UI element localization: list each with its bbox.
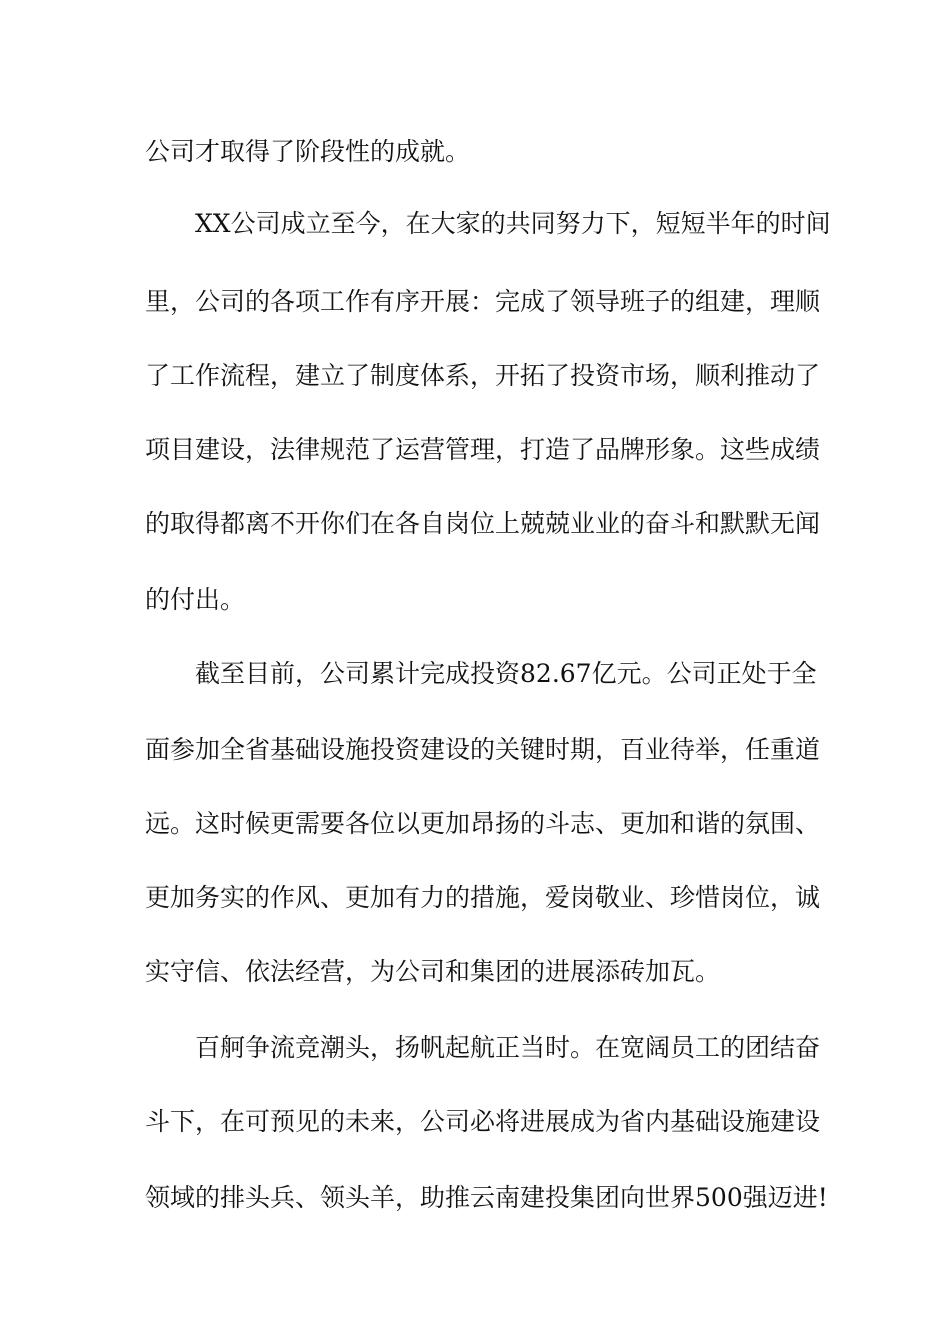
- text-line: 的取得都离不开你们在各自岗位上兢兢业业的奋斗和默默无闻: [145, 509, 821, 538]
- text-line: 的付出。: [145, 585, 246, 614]
- text-line: 实守信、依法经营，为公司和集团的进展添砖加瓦。: [145, 957, 721, 986]
- text-line: 截至目前，公司累计完成投资82.67亿元。公司正处于全: [195, 659, 817, 688]
- text-line: 公司才取得了阶段性的成就。: [145, 137, 471, 166]
- text-line: 了工作流程，建立了制度体系，开拓了投资市场，顺利推动了: [145, 361, 821, 390]
- text-line: 更加务实的作风、更加有力的措施，爱岗敬业、珍惜岗位，诚: [145, 883, 821, 912]
- text-line: 面参加全省基础设施投资建设的关键时期，百业待举，任重道: [145, 735, 821, 764]
- text-line: XX公司成立至今，在大家的共同努力下，短短半年的时间: [195, 209, 831, 238]
- text-line: 里，公司的各项工作有序开展：完成了领导班子的组建，理顺: [145, 287, 821, 316]
- text-line: 百舸争流竞潮头，扬帆起航正当时。在宽阔员工的团结奋: [195, 1033, 821, 1062]
- text-line: 远。这时候更需要各位以更加昂扬的斗志、更加和谐的氛围、: [145, 809, 821, 838]
- text-line: 领域的排头兵、领头羊，助推云南建投集团向世界500强迈进!: [145, 1183, 828, 1212]
- text-line: 项目建设，法律规范了运营管理，打造了品牌形象。这些成绩: [145, 435, 821, 464]
- text-line: 斗下，在可预见的未来，公司必将进展成为省内基础设施建设: [145, 1107, 821, 1136]
